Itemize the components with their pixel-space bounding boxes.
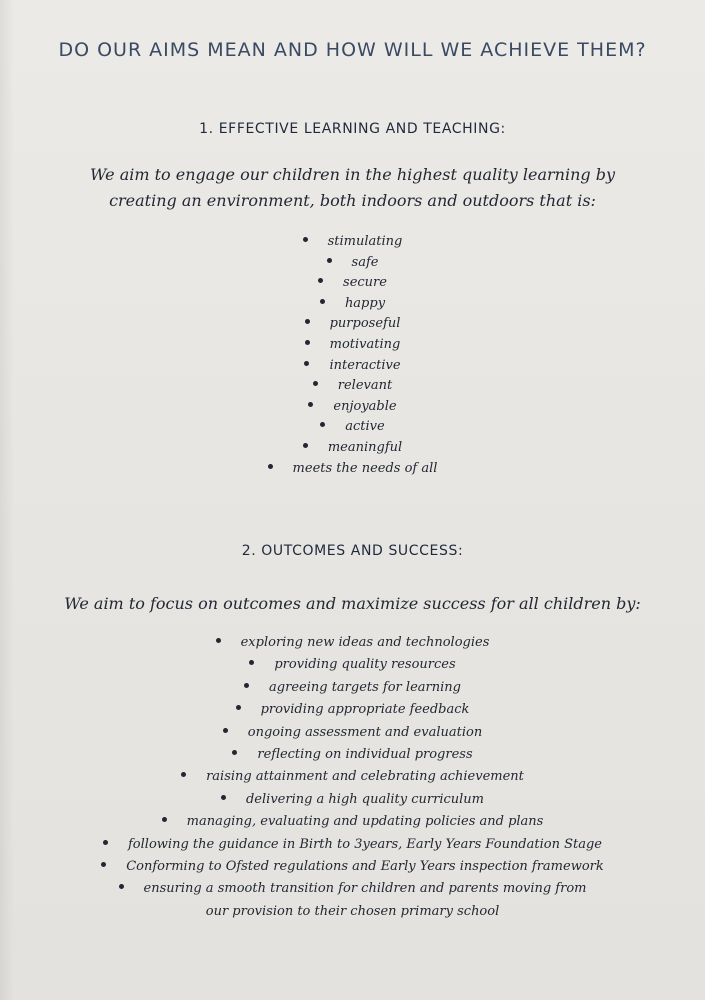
list-item-text: secure bbox=[343, 275, 387, 291]
list-item bbox=[40, 356, 665, 377]
list-item bbox=[40, 722, 665, 744]
list-item bbox=[40, 766, 665, 788]
list-item-text: agreeing targets for learning bbox=[269, 679, 461, 695]
bullet-icon bbox=[305, 319, 310, 324]
bullet-icon bbox=[303, 237, 308, 242]
list-item bbox=[40, 811, 665, 833]
bullet-icon bbox=[268, 464, 273, 469]
page-title: DO OUR AIMS MEAN AND HOW WILL WE ACHIEVE THEM? bbox=[58, 39, 647, 61]
bullet-icon bbox=[223, 728, 228, 733]
list-item-text: purposeful bbox=[329, 316, 401, 332]
list-item bbox=[40, 314, 665, 335]
list-item bbox=[40, 397, 665, 418]
list-item-text: enjoyable bbox=[333, 398, 397, 414]
bullet-icon bbox=[308, 402, 313, 407]
bullet-icon bbox=[320, 422, 325, 427]
bullet-icon bbox=[221, 795, 226, 800]
list-item bbox=[40, 677, 665, 699]
list-item bbox=[40, 459, 665, 480]
bullet-icon bbox=[313, 381, 318, 386]
list-item bbox=[40, 273, 665, 294]
list-item-text: meets the needs of all bbox=[292, 460, 438, 476]
bullet-icon bbox=[318, 278, 323, 283]
list-item-text: relevant bbox=[337, 378, 393, 394]
list-item-text: ongoing assessment and evaluation bbox=[247, 724, 483, 740]
list-item bbox=[40, 878, 665, 923]
bullet-icon bbox=[244, 683, 249, 688]
list-item-text: delivering a high quality curriculum bbox=[245, 791, 485, 807]
list-item-text: following the guidance in Birth to 3years, Early Years Foundation Stage bbox=[128, 836, 602, 852]
bullet-icon bbox=[119, 884, 124, 889]
list-item bbox=[40, 294, 665, 315]
list-item-text: exploring new ideas and technologies bbox=[240, 635, 490, 650]
list-item bbox=[40, 376, 665, 397]
page-edge-shadow bbox=[0, 0, 14, 1000]
list-item-text: raising attainment and celebrating achievement bbox=[206, 769, 524, 785]
list-item-text: safe bbox=[351, 254, 379, 270]
list-item bbox=[40, 335, 665, 356]
list-item-text: ensuring a smooth transition for children and parents moving from our provision to their chosen primary school bbox=[143, 881, 587, 919]
section-2-intro: We aim to focus on outcomes and maximize success for all children by: bbox=[64, 594, 641, 613]
section-2-heading: 2. OUTCOMES AND SUCCESS: bbox=[241, 543, 464, 559]
bullet-icon bbox=[236, 705, 241, 710]
bullet-icon bbox=[232, 750, 237, 755]
bullet-icon bbox=[181, 772, 186, 777]
list-item bbox=[40, 232, 665, 253]
bullet-icon bbox=[162, 817, 167, 822]
bullet-icon bbox=[103, 840, 108, 845]
list-item bbox=[40, 856, 665, 878]
section-1-heading: 1. EFFECTIVE LEARNING AND TEACHING: bbox=[199, 121, 506, 137]
list-item-text: stimulating bbox=[327, 234, 403, 249]
list-item bbox=[40, 438, 665, 459]
list-item-text: providing appropriate feedback bbox=[260, 702, 470, 718]
bullet-icon bbox=[101, 862, 106, 867]
list-item bbox=[40, 654, 665, 676]
bullet-icon bbox=[249, 660, 254, 665]
list-item-text: motivating bbox=[329, 336, 401, 352]
list-item bbox=[40, 789, 665, 811]
list-item-text: happy bbox=[344, 295, 386, 311]
list-item-text: managing, evaluating and updating policies and plans bbox=[186, 814, 544, 830]
section-1-list bbox=[40, 232, 665, 479]
list-item bbox=[40, 699, 665, 721]
list-item bbox=[40, 417, 665, 438]
bullet-icon bbox=[304, 361, 309, 366]
list-item-text: reflecting on individual progress bbox=[257, 747, 473, 763]
list-item bbox=[40, 632, 665, 654]
list-item bbox=[40, 834, 665, 856]
bullet-icon bbox=[305, 340, 310, 345]
bullet-icon bbox=[216, 638, 221, 643]
section-2-list bbox=[40, 632, 665, 923]
list-item-text: interactive bbox=[329, 357, 401, 373]
bullet-icon bbox=[303, 443, 308, 448]
list-item-text: active bbox=[345, 419, 385, 435]
list-item-text: Conforming to Ofsted regulations and Early Years inspection framework bbox=[126, 859, 604, 875]
list-item bbox=[40, 253, 665, 274]
bullet-icon bbox=[320, 299, 325, 304]
list-item bbox=[40, 744, 665, 766]
section-1-intro: We aim to engage our children in the highest quality learning by creating an environment, both indoors and outdoors that is: bbox=[90, 165, 615, 210]
bullet-icon bbox=[327, 258, 332, 263]
list-item-text: providing quality resources bbox=[274, 657, 456, 673]
list-item-text: meaningful bbox=[327, 439, 403, 455]
